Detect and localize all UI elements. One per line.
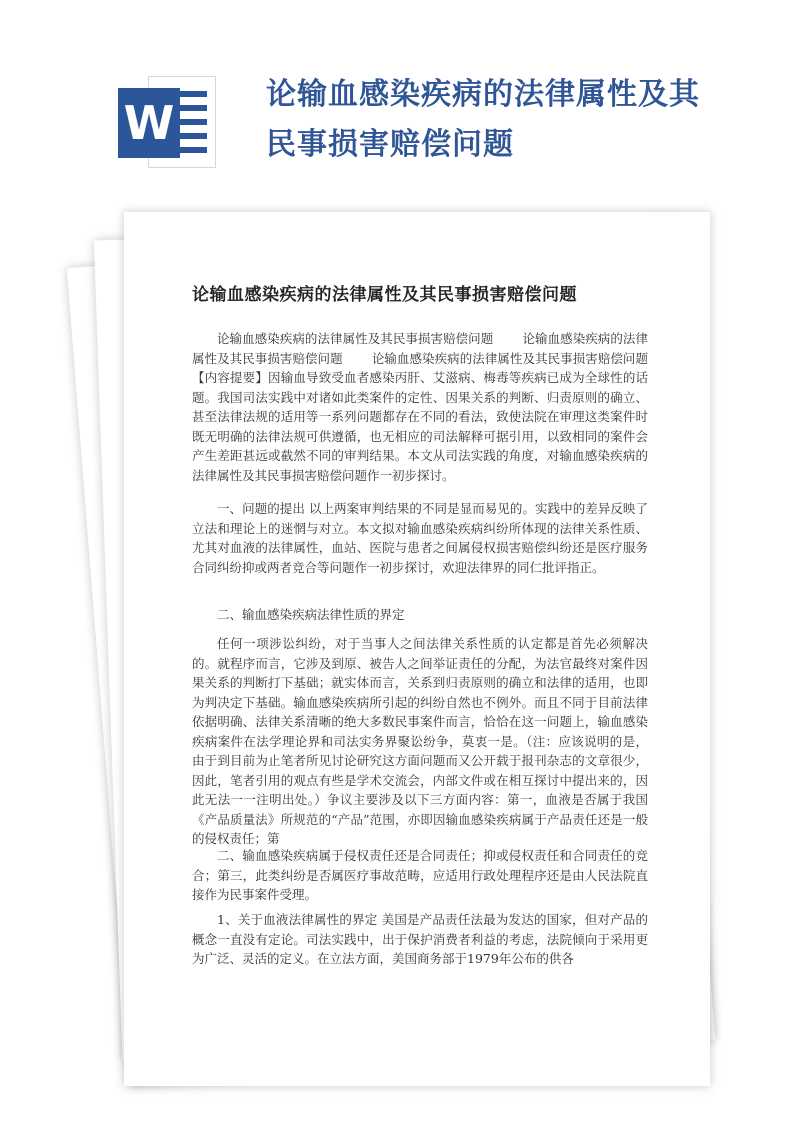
paragraph-section-2-cont: 二、输血感染疾病属于侵权责任还是合同责任；抑或侵权责任和合同责任的竞合；第三，此类纠纷是否属医疗事故范畴，应适用行政处理程序还是由人民法院直接作为民事案件受理。: [192, 848, 648, 902]
page-title: 论输血感染疾病的法律属性及其民事损害赔偿问题: [266, 77, 700, 162]
word-letter-badge: W: [118, 88, 180, 158]
document-title: 论输血感染疾病的法律属性及其民事损害赔偿问题: [192, 285, 577, 305]
section-heading-2: 二、输血感染疾病法律性质的界定: [217, 607, 405, 622]
document-page[interactable]: [124, 212, 710, 1086]
paragraph-section-2: 任何一项涉讼纠纷，对于当事人之间法律关系性质的认定都是首先必须解决的。就程序而言，它涉及到原、被告人之间举证责任的分配，为法官最终对案件因果关系的判断打下基础；就实体而言，关系到归责原则的确立和法律的适用，也即为判决定下基础。输血感染疾病所引起的纠纷自然也不例外。而且不同于目前法律依据明确、法律关系清晰的绝大多数民事案件而言，恰恰在这一问题上，输血感染疾病案件在法学理论界和司法实务界聚讼纷争，莫衷一是。（注：应该说明的是，由于到目前为止笔者所见讨论研究这方面问题而又公开载于报刊杂志的文章很少，因此，笔者引用的观点有些是学术交流会，内部文件或在相互探讨中提出来的，因此无法一一注明出处。）争议主要涉及以下三方面内容：第一，血液是否属于我国《产品质量法》所规范的“产品”范围，亦即因输血感染疾病属于产品责任还是一般的侵权责任；第: [192, 636, 648, 846]
word-document-icon: [118, 76, 216, 168]
paragraph-abstract: 论输血感染疾病的法律属性及其民事损害赔偿问题 论输血感染疾病的法律属性及其民事损害赔偿问题 论输血感染疾病的法律属性及其民事损害赔偿问题【内容提要】因输血导致受血者感染丙肝、艾滋病、梅毒等疾病已成为全球性的话题。我国司法实践中对诸如此类案件的定性、因果关系的判断、归责原则的确立、甚至法律法规的适用等一系列问题都存在不同的看法，致使法院在审理这类案件时既无明确的法律法规可供遵循，也无相应的司法解释可据引用，以致相同的案件会产生差距甚远或截然不同的审判结果。本文从司法实践的角度，对输血感染疾病的法律属性及其民事损害赔偿问题作一初步探讨。: [192, 331, 648, 483]
paragraph-blood-property: 1、关于血液法律属性的界定 美国是产品责任法最为发达的国家，但对产品的概念一直没有定论。司法实践中，出于保护消费者利益的考虑，法院倾向于采用更为广泛、灵活的定义。在立法方面，美国商务部于1979年公布的供各: [192, 912, 648, 966]
paragraph-section-1: 一、问题的提出 以上两案审判结果的不同是显而易见的。实践中的差异反映了立法和理论上的迷惘与对立。本文拟对输血感染疾病纠纷所体现的法律关系性质、尤其对血液的法律属性，血站、医院与患者之间属侵权损害赔偿纠纷还是医疗服务合同纠纷抑或两者竞合等问题作一初步探讨，欢迎法律界的同仁批评指正。: [192, 501, 648, 575]
